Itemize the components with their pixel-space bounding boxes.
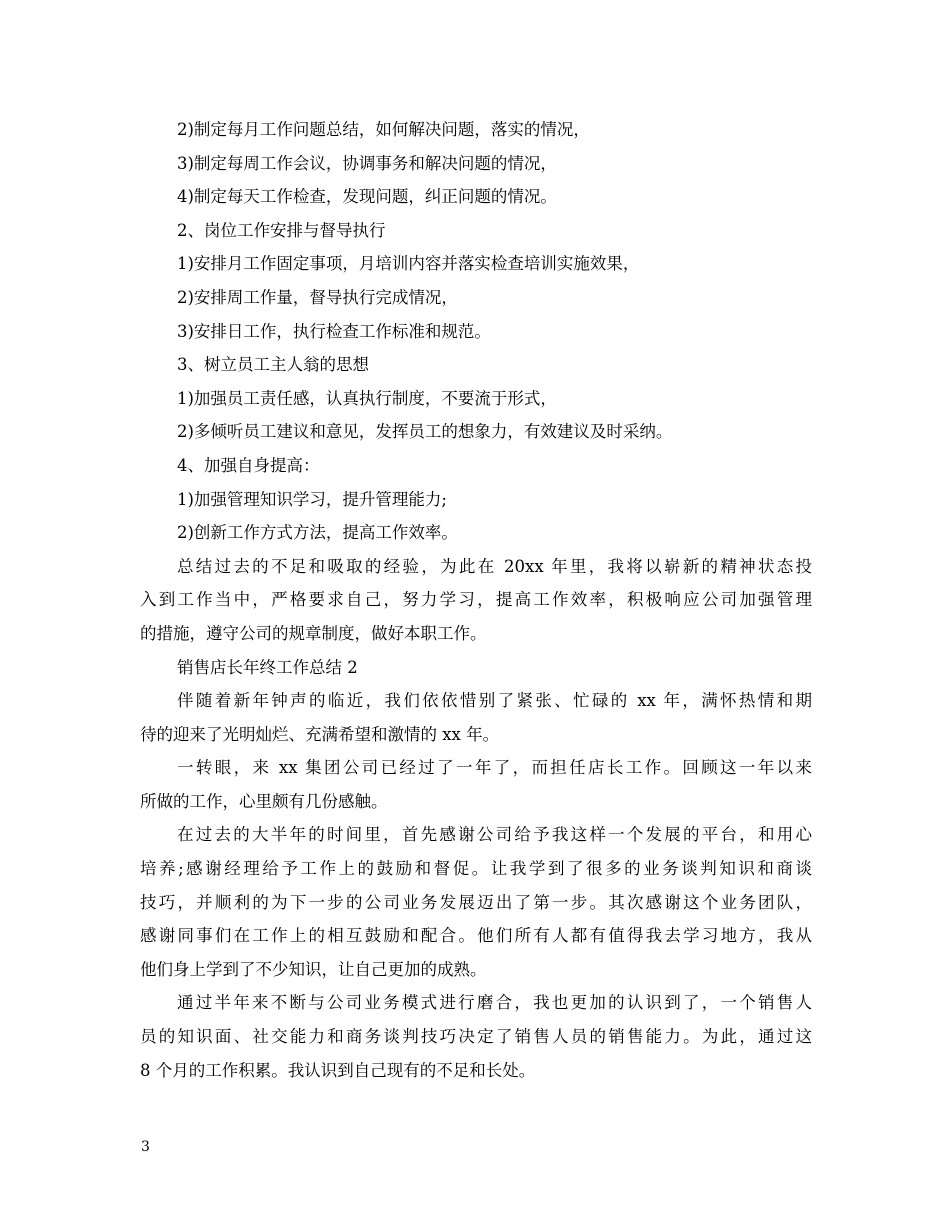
text-line: 1)加强管理知识学习，提升管理能力; [177, 489, 447, 509]
text-line: 待的迎来了光明灿烂、充满希望和激情的 xx 年。 [140, 724, 500, 744]
page-number: 3 [141, 1139, 150, 1155]
text-line: 通过半年来不断与公司业务模式进行磨合，我也更加的认识到了，一个销售人 [177, 993, 812, 1013]
text-line: 在过去的大半年的时间里，首先感谢公司给予我这样一个发展的平台，和用心 [177, 825, 812, 845]
text-line: 3)制定每周工作会议，协调事务和解决问题的情况， [177, 153, 557, 173]
text-line: 3)安排日工作，执行检查工作标准和规范。 [177, 321, 491, 341]
text-line: 2、岗位工作安排与督导执行 [177, 220, 386, 240]
text-line: 培养;感谢经理给予工作上的鼓励和督促。让我学到了很多的业务谈判知识和商谈 [140, 859, 812, 879]
text-line: 3、树立员工主人翁的思想 [177, 355, 369, 375]
document-body [140, 113, 812, 1087]
text-line: 2)多倾听员工建议和意见，发挥员工的想象力，有效建议及时采纳。 [177, 422, 673, 442]
text-line: 感谢同事们在工作上的相互鼓励和配合。他们所有人都有值得我去学习地方，我从 [140, 926, 812, 946]
text-line: 2)创新工作方式方法，提高工作效率。 [177, 523, 458, 543]
text-line: 销售店长年终工作总结 2 [177, 657, 358, 677]
text-line: 1)加强员工责任感，认真执行制度，不要流于形式， [177, 388, 557, 408]
text-line: 2)制定每月工作问题总结，如何解决问题，落实的情况， [177, 120, 590, 139]
text-line: 4、加强自身提高： [177, 455, 320, 475]
text-line: 总结过去的不足和吸取的经验，为此在 20xx 年里，我将以崭新的精神状态投 [177, 556, 812, 576]
text-line: 一转眼，来 xx 集团公司已经过了一年了，而担任店长工作。回顾这一年以来 [177, 758, 812, 778]
text-line: 员的知识面、社交能力和商务谈判技巧决定了销售人员的销售能力。为此，通过这 [140, 1027, 812, 1047]
text-line: 他们身上学到了不少知识，让自己更加的成熟。 [140, 959, 487, 979]
text-line: 伴随着新年钟声的临近，我们依依惜别了紧张、忙碌的 xx 年，满怀热情和期 [177, 691, 812, 711]
text-line: 2)安排周工作量，督导执行完成情况， [177, 287, 458, 307]
text-line: 所做的工作，心里颇有几份感触。 [140, 791, 388, 811]
text-line: 1)安排月工作固定事项，月培训内容并落实检查培训实施效果， [177, 254, 640, 274]
text-line: 的措施，遵守公司的规章制度，做好本职工作。 [140, 623, 487, 643]
text-line: 入到工作当中，严格要求自己，努力学习，提高工作效率，积极响应公司加强管理 [140, 590, 812, 610]
text-line: 8 个月的工作积累。我认识到自己现有的不足和长处。 [140, 1060, 536, 1080]
text-line: 4)制定每天工作检查，发现问题，纠正问题的情况。 [177, 187, 557, 207]
text-line: 技巧，并顺利的为下一步的公司业务发展迈出了第一步。其次感谢这个业务团队， [140, 892, 812, 912]
